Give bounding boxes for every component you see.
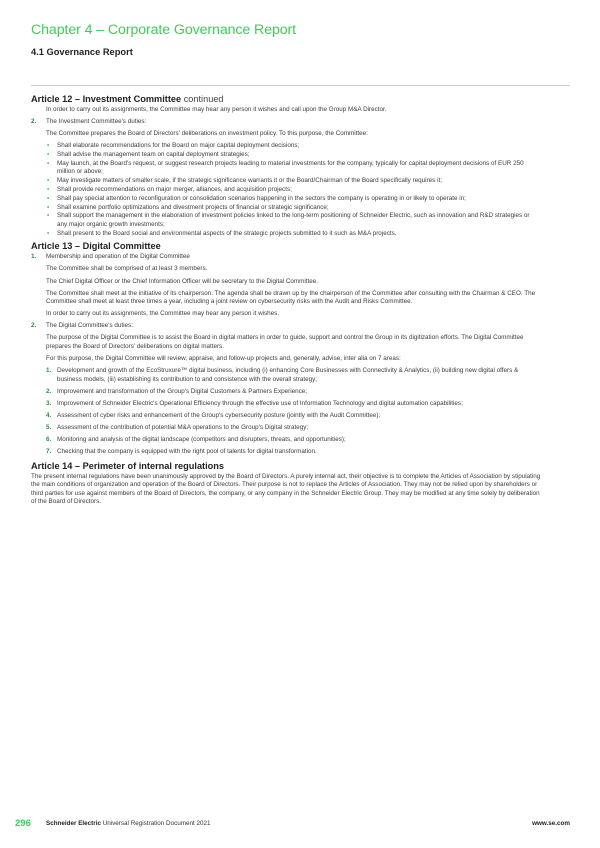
investment-duties-list (31, 142, 541, 238)
item-number: 1. (31, 253, 37, 261)
continued-label: continued (183, 94, 224, 104)
paragraph: The Committee shall meet at the initiative of its chairperson. The agenda shall be drawn up by the chairperson of the Committee after consulting with the Chairman & CEO. The Committee shall meet at least three times a year, including a joint review on cybersecurity risks with the Audit and Risks Committee. (46, 289, 536, 306)
article-13 (31, 241, 541, 457)
article-13-item-2 (31, 322, 541, 331)
list-item: • Shall examine portfolio optimizations and divestment projects of financial or strategic significance; (47, 203, 329, 211)
list-item: • Shall elaborate recommendations for the Board on major capital deployment decisions; (47, 142, 300, 150)
item-number: 7. (46, 448, 52, 456)
bullet-icon: • (47, 177, 50, 185)
page-footer (15, 817, 570, 831)
list-item: 6. Monitoring and analysis of the digital landscape (competitors and disrupters, threats, and opportunities); (46, 436, 346, 444)
item-number: 2. (31, 118, 37, 126)
item-title: The Investment Committee's duties: (46, 118, 147, 126)
list-item: • May investigate matters of smaller scale, if the strategic significance warrants it or the Board/Chairman of the Board specifically requires it; (47, 177, 442, 185)
bullet-icon: • (47, 212, 50, 220)
brand-name: Schneider Electric (46, 820, 101, 827)
article-12-title: Article 12 – Investment Committee (31, 94, 182, 104)
bullet-icon: • (47, 229, 50, 237)
section-title: 4.1 Governance Report (31, 47, 133, 57)
list-item: • Shall advise the management team on capital deployment strategies; (47, 151, 250, 159)
item-title: The Digital Committee's duties: (46, 322, 133, 330)
footer-document-title (46, 820, 211, 827)
article-12-intro: In order to carry out its assignments, the Committee may hear any person it wishes and call upon the Group M&A Director. (46, 106, 387, 113)
list-item: 7. Checking that the company is equipped with the right pool of talents for digital transformation. (46, 448, 317, 456)
list-item: 2. Improvement and transformation of the Group's Digital Customers & Partners Experience; (46, 387, 308, 395)
header-divider (31, 85, 570, 86)
page-number: 296 (15, 818, 31, 829)
item-number: 4. (46, 412, 52, 420)
bullet-icon: • (47, 142, 50, 150)
bullet-icon: • (47, 186, 50, 193)
document-name: Universal Registration Document 2021 (100, 820, 211, 827)
item-number: 5. (46, 424, 52, 432)
paragraph: In order to carry out its assignments, the Committee may hear any person it wishes. (46, 310, 280, 318)
list-item: • Shall present to the Board social and environmental aspects of the strategic projects submitted to it such as M&A projects. (47, 229, 397, 237)
article-14-heading: Article 14 – Perimeter of internal regulations (31, 460, 225, 471)
paragraph: The Chief Digital Officer or the Chief Information Officer will be secretary to the Digital Committee. (46, 277, 319, 285)
paragraph: The Committee shall be comprised of at least 3 members. (46, 265, 208, 273)
article-14 (31, 461, 541, 507)
website-link[interactable]: www.se.com (532, 820, 570, 827)
item-number: 6. (46, 436, 52, 444)
article-14-text: The present internal regulations have been unanimously approved by the Board of Directors. A purely internal act, their objective is to complete the Articles of Association by stipulating the main conditions of organization and operation of the Board of Directors. Their purpose is not to replace the Articles of Association. They may not be relied upon by shareholders or third parties for use against members of the Board of Directors, the company, or any company in the Schneider Electric Group. They may be modified at any time solely by deliberation of the Board of Directors. (31, 472, 541, 506)
chapter-title: Chapter 4 – Corporate Governance Report (31, 22, 297, 38)
paragraph: The purpose of the Digital Committee is to assist the Board in digital matters in order to guide, support and control the Group in its digitization efforts. The Digital Committee prepares the Board of Directors' deliberations on digital matters. (46, 334, 524, 351)
article-12-item-2 (31, 118, 541, 127)
list-item: 5. Assessment of the contribution of potential M&A operations to the Group's Digital strategy; (46, 424, 309, 432)
article-12-item-2-text: The Committee prepares the Board of Directors' deliberations on investment policy. To this purpose, the Committee: (46, 130, 368, 138)
list-item: • Shall provide recommendations on major merger, alliances, and acquisition projects; (47, 186, 292, 193)
bullet-icon: • (47, 194, 50, 202)
bullet-icon: • (47, 159, 50, 167)
list-item: • May launch, at the Board's request, or suggest research projects leading to material investments for the company, typically for capital deployment decisions of EUR 250 million or above; (47, 159, 524, 176)
item-number: 1. (46, 367, 52, 375)
digital-areas-list (31, 367, 541, 457)
item-number: 2. (46, 387, 52, 395)
list-item: 3. Improvement of Schneider Electric's Operational Efficiency through the effective use of Information Technology and digital automation capabilities; (46, 400, 463, 408)
list-item: • Shall support the management in the elaboration of investment policies linked to the long-term positioning of Schneider Electric, such as innovation and R&D strategies or any major organic growth investments; (47, 212, 530, 228)
bullet-icon: • (47, 203, 50, 211)
list-item: 1. Development and growth of the EcoStruxure™ digital business, including (i) enhancing Core Businesses with Connectivity & Analytics, (ii) building new digital offers & business models, (iii) establishing its contribution to and consistence with the overall strategy; (46, 367, 519, 383)
item-title: Membership and operation of the Digital Committee (46, 253, 190, 261)
document-body (31, 94, 541, 510)
article-13-item-1 (31, 253, 541, 262)
article-13-heading: Article 13 – Digital Committee (31, 241, 161, 252)
item-number: 2. (31, 322, 37, 330)
paragraph: For this purpose, the Digital Committee will review, appraise, and follow-up projects and, generally, advise, inter alia on 7 areas: (46, 355, 401, 363)
article-12 (31, 94, 541, 238)
list-item: 4. Assessment of cyber risks and enhancement of the Group's cybersecurity posture (jointly with the Audit Committee); (46, 412, 381, 420)
list-item: • Shall pay special attention to reconfiguration or consolidation scenarios happening in the sectors the company is operating in or likely to operate in; (47, 194, 466, 202)
item-number: 3. (46, 400, 52, 408)
article-12-heading (31, 94, 541, 105)
bullet-icon: • (47, 151, 50, 159)
